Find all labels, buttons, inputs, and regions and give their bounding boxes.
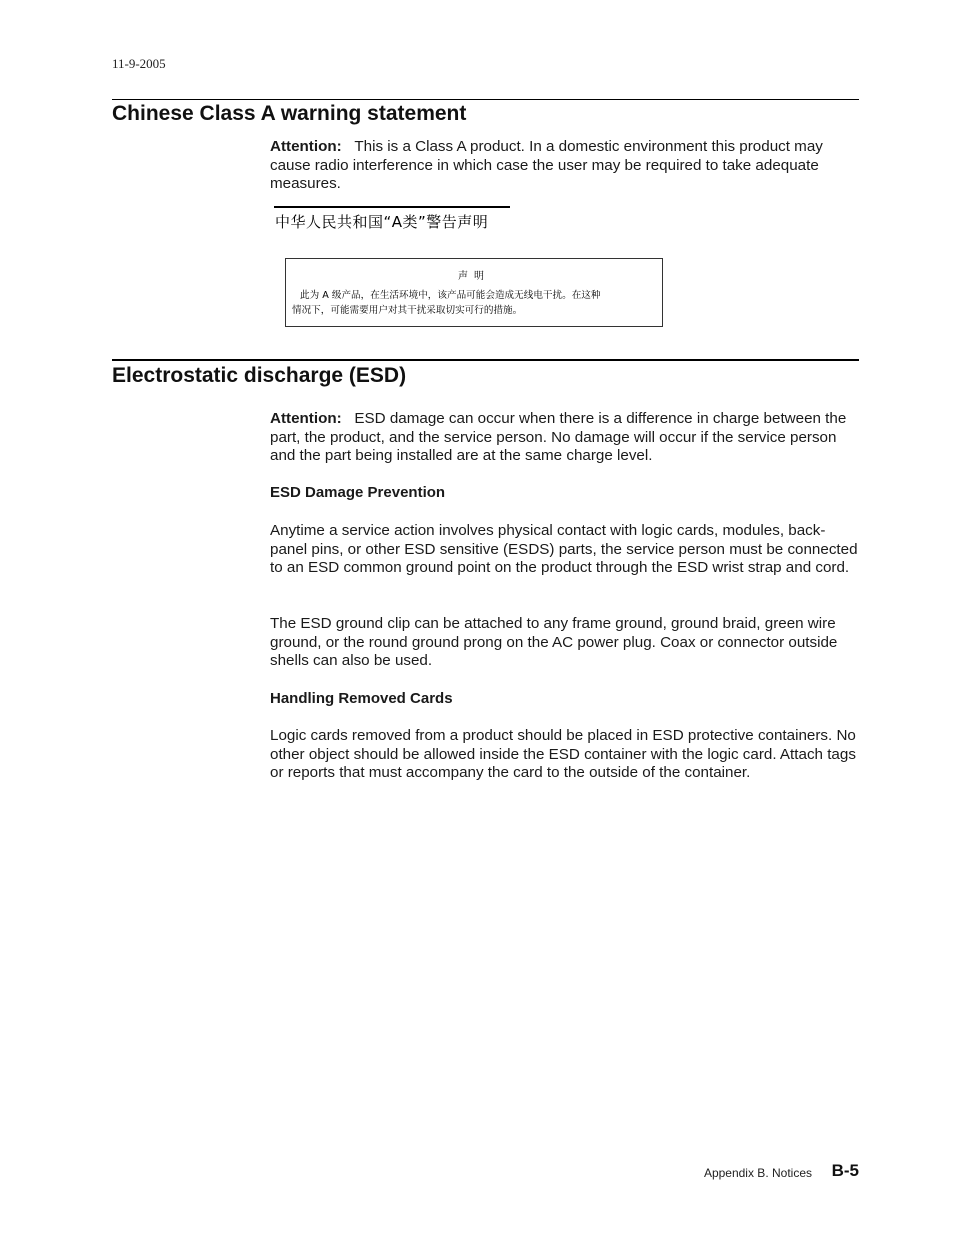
esd-ground-clip-paragraph: The ESD ground clip can be attached to any frame ground, ground braid, green wire ground, or the round ground prong on the AC power plug. Coax or connector outside shells can also be used. <box>270 615 838 670</box>
page-number: B-5 <box>831 1161 859 1180</box>
handling-cards-paragraph: Logic cards removed from a product should be placed in ESD protective containers. No other object should be allowed inside the ESD container with the logic card. Attach tags or reports that must accompany the card to the outside of the container. <box>270 727 856 782</box>
attention-paragraph <box>270 138 860 194</box>
subheading-esd-damage-prevention: ESD Damage Prevention <box>270 484 446 501</box>
chinese-warning-title: 中华人民共和国“A类”警告声明 <box>275 213 489 231</box>
chinese-title-rule <box>274 206 510 208</box>
chinese-warning-box-line: 此为 A 级产品，在生活环境中，该产品可能会造成无线电干扰。在这种 <box>300 290 601 301</box>
subheading-handling-removed-cards: Handling Removed Cards <box>270 690 453 707</box>
attention-text: This is a Class A product. In a domestic environment this product may cause radio interference in which case the user may be required to take adequate measures. <box>270 138 823 193</box>
attention-label: Attention: <box>270 410 342 427</box>
footer-section-label: Appendix B. Notices <box>703 1166 812 1180</box>
section-divider <box>112 359 859 361</box>
esd-prevention-paragraph: Anytime a service action involves physical contact with logic cards, modules, back-panel pins, or other ESD sensitive (ESDS) parts, the service person must be connected to an ESD common ground point on the product through the ESD wrist strap and cord. <box>270 522 858 577</box>
attention-label: Attention: <box>270 138 342 155</box>
chinese-warning-box <box>285 258 663 327</box>
esd-attention-paragraph <box>270 410 860 466</box>
attention-text: ESD damage can occur when there is a difference in charge between the part, the product, and the service person. No damage will occur if the service person and the part being installed are at the same charge level. <box>270 410 847 465</box>
section-title-chinese-warning: Chinese Class A warning statement <box>112 102 467 125</box>
section-divider <box>112 99 859 100</box>
chinese-warning-box-heading: 声明 <box>458 271 490 282</box>
section-title-esd: Electrostatic discharge (ESD) <box>112 364 407 387</box>
chinese-warning-box-line: 情况下，可能需要用户对其干扰采取切实可行的措施。 <box>292 305 523 316</box>
document-date: 11-9-2005 <box>112 56 166 71</box>
